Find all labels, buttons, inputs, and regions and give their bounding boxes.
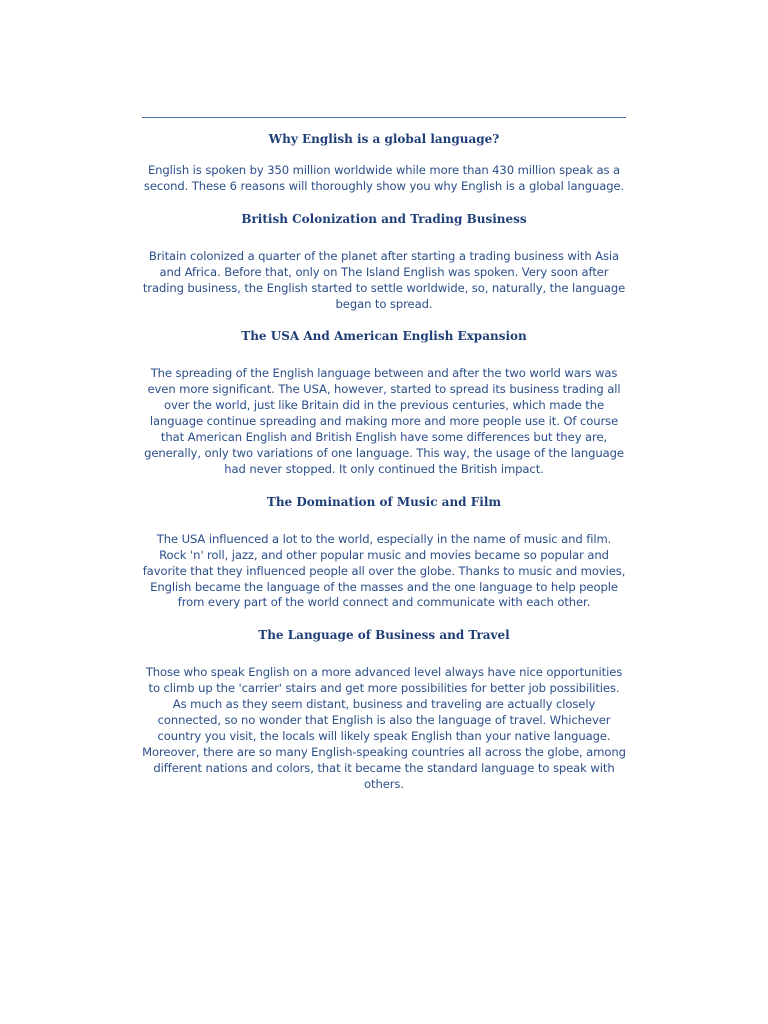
section-heading: The Domination of Music and Film	[266, 494, 502, 509]
section-paragraph: The spreading of the English language between and after the two world wars was even more significant. The USA, however, started to spread its business trading all over the world, just like Britain did in the previous centuries, which made the language continue spreading and making more and more people use it. Of course that American English and British English have some differences but they are, generally, only two variations of one language. This way, the usage of the language had never stopped. It only continued the British impact.	[144, 366, 624, 476]
document-title: Why English is a global language?	[268, 132, 500, 146]
section-usa-american-english	[142, 328, 626, 477]
section-music-and-film	[142, 494, 626, 612]
section-paragraph: The USA influenced a lot to the world, especially in the name of music and film. Rock 'n' roll, jazz, and other popular music and movies became so popular and favorite that they influenced people all over the globe. Thanks to music and movies, English became the language of the masses and the one language to help people from every part of the world connect and communicate with each other.	[142, 531, 626, 610]
top-divider	[142, 117, 626, 118]
document-content	[142, 131, 626, 793]
section-paragraph: Those who speak English on a more advanced level always have nice opportunities to climb up the 'carrier' stairs and get more possibilities for better job possibilities. As much as they seem distant, business and traveling are actually closely connected, so no wonder that English is also the language of travel. Whichever country you visit, the locals will likely speak English than your native language. Moreover, there are so many English-speaking countries all across the globe, among different nations and colors, that it became the standard language to speak with others.	[142, 665, 626, 791]
section-british-colonization	[142, 211, 626, 313]
section-business-and-travel	[142, 627, 626, 792]
section-heading: The Language of Business and Travel	[258, 628, 510, 643]
intro-paragraph: English is spoken by 350 million worldwide while more than 430 million speak as a second. These 6 reasons will thoroughly show you why English is a global language.	[143, 163, 625, 193]
section-heading: British Colonization and Trading Business	[241, 211, 527, 226]
section-paragraph: Britain colonized a quarter of the planet after starting a trading business with Asia and Africa. Before that, only on The Island English was spoken. Very soon after trading business, the English started to settle worldwide, so, naturally, the language began to spread.	[142, 248, 626, 311]
section-heading: The USA And American English Expansion	[241, 329, 527, 344]
